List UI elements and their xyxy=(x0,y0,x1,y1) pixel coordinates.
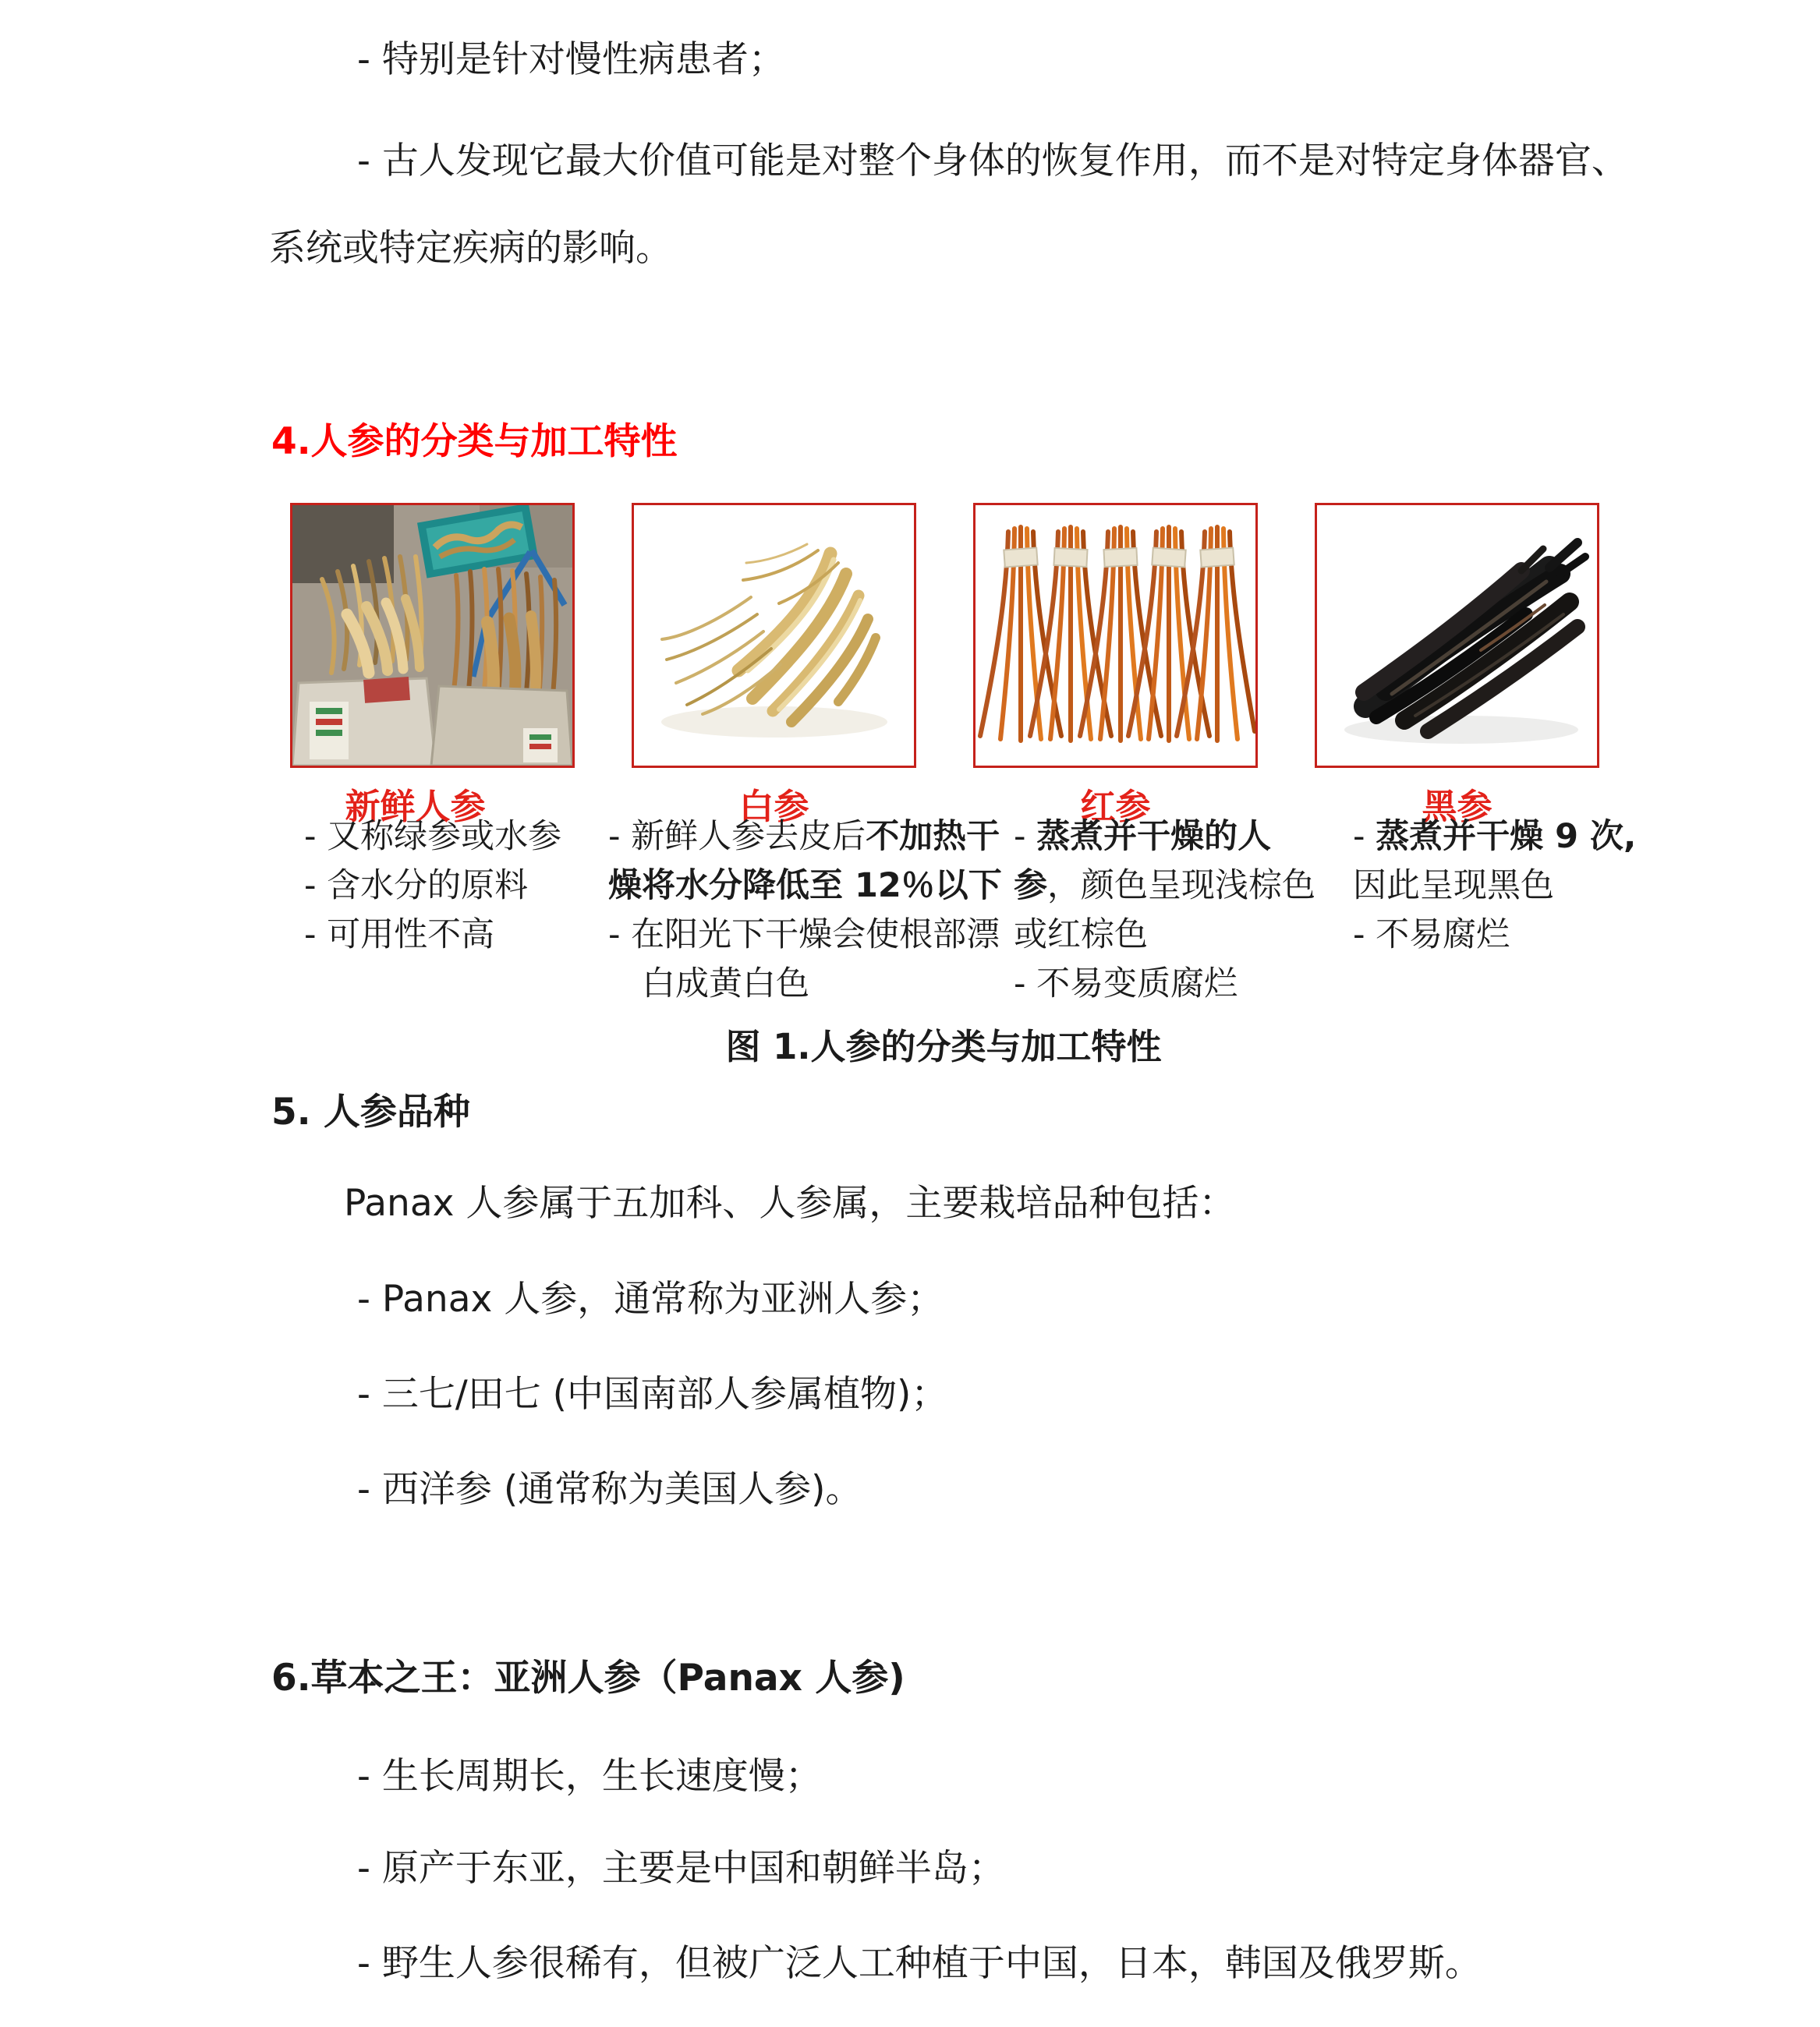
label-fresh-ginseng: 新鲜人参 xyxy=(345,786,486,827)
intro-bullet-2-line-2: 系统或特定疾病的影响。 xyxy=(269,227,672,270)
desc-col-black-ginseng xyxy=(1353,812,1636,960)
fresh-ginseng-illustration xyxy=(292,505,572,766)
section-4-heading: 4.人参的分类与加工特性 xyxy=(271,420,678,463)
black-ginseng-illustration xyxy=(1317,505,1597,766)
desc-line: 或红棕色 xyxy=(1014,915,1148,954)
desc-col-fresh-ginseng xyxy=(304,812,561,960)
black-ginseng-photo xyxy=(1315,503,1599,768)
desc-line: 燥将水分降低至 12％以下 xyxy=(608,866,1002,905)
desc-text: ，颜色呈现浅棕色 xyxy=(1047,866,1315,905)
desc-text: - xyxy=(1014,817,1037,856)
section-6-bullet-3: - 野生人参很稀有，但被广泛人工种植于中国，日本，韩国及俄罗斯。 xyxy=(357,1942,1482,1985)
desc-text-bold: 参 xyxy=(1014,866,1047,905)
section-5-bullet-3: - 西洋参 (通常称为美国人参)。 xyxy=(357,1468,862,1511)
desc-line: - 在阳光下干燥会使根部漂 xyxy=(608,915,1000,954)
desc-text-bold: 不加热干 xyxy=(866,817,1000,856)
fresh-ginseng-photo xyxy=(290,503,575,768)
intro-bullet-2-line-1: - 古人发现它最大价值可能是对整个身体的恢复作用，而不是对特定身体器官、 xyxy=(357,140,1628,182)
section-5-bullet-1: - Panax 人参，通常称为亚洲人参； xyxy=(357,1278,944,1321)
desc-line: - 含水分的原料 xyxy=(304,866,529,905)
desc-text: - xyxy=(1353,817,1376,856)
section-5-intro: Panax 人参属于五加科、人参属，主要栽培品种包括： xyxy=(344,1182,1236,1225)
red-ginseng-photo xyxy=(973,503,1258,768)
intro-bullet-1: - 特别是针对慢性病患者； xyxy=(357,38,785,81)
desc-line xyxy=(1014,861,1315,911)
section-5-heading: 5. 人参品种 xyxy=(271,1091,470,1134)
section-6-heading: 6.草本之王：亚洲人参（Panax 人参) xyxy=(271,1657,905,1700)
desc-text-bold: 蒸煮并干燥的人 xyxy=(1036,817,1272,856)
desc-line: - 不易腐烂 xyxy=(1353,915,1510,954)
white-ginseng-illustration xyxy=(634,505,914,766)
desc-col-white-ginseng xyxy=(608,812,1002,1009)
figure-caption: 图 1.人参的分类与加工特性 xyxy=(725,1026,1162,1067)
desc-line xyxy=(1014,812,1315,861)
desc-line: 白成黄白色 xyxy=(642,964,809,1003)
desc-col-red-ginseng xyxy=(1014,812,1315,1009)
desc-line: - 可用性不高 xyxy=(304,915,495,954)
white-ginseng-photo xyxy=(632,503,916,768)
section-5-bullet-2: - 三七/田七 (中国南部人参属植物)； xyxy=(357,1373,948,1416)
desc-text-bold: 蒸煮并干燥 9 次, xyxy=(1376,817,1637,856)
desc-line: - 又称绿参或水参 xyxy=(304,817,562,856)
desc-line: 因此呈现黑色 xyxy=(1353,866,1554,905)
desc-text: - 新鲜人参去皮后 xyxy=(608,817,866,856)
section-6-bullet-1: - 生长周期长，生长速度慢； xyxy=(357,1755,822,1798)
section-6-bullet-2: - 原产于东亚，主要是中国和朝鲜半岛； xyxy=(357,1847,1005,1890)
desc-line xyxy=(608,812,1002,861)
label-white-ginseng: 白参 xyxy=(738,786,809,827)
label-red-ginseng: 红参 xyxy=(1080,786,1151,827)
desc-line xyxy=(1353,812,1636,861)
desc-line: - 不易变质腐烂 xyxy=(1014,964,1238,1003)
red-ginseng-illustration xyxy=(976,505,1255,766)
label-black-ginseng: 黑参 xyxy=(1422,786,1492,827)
